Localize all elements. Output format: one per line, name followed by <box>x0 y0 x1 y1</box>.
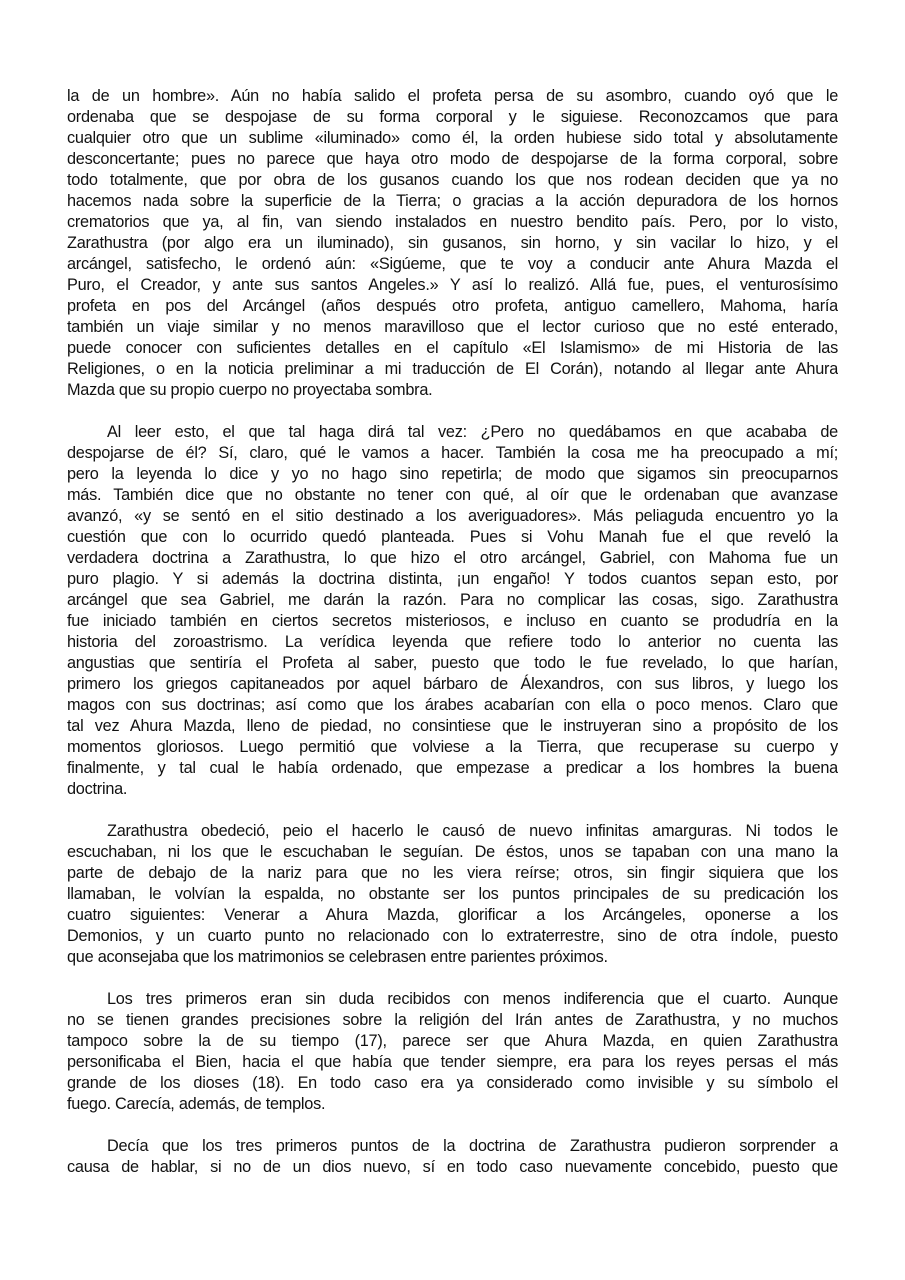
paragraph <box>67 86 838 401</box>
text-line: grande de los dioses (18). En todo caso era ya considerado como invisible y su símbolo el <box>67 1074 838 1092</box>
document-page <box>67 86 838 1199</box>
text-line: causa de hablar, si no de un dios nuevo, sí en todo caso nuevamente concebido, puesto que <box>67 1158 838 1176</box>
text-line: Al leer esto, el que tal haga dirá tal vez: ¿Pero no quedábamos en que acababa de <box>107 423 838 441</box>
text-line: profeta en pos del Arcángel (años después otro profeta, antiguo camellero, Mahoma, haría <box>67 297 838 315</box>
text-line: primero los griegos capitaneados por aquel bárbaro de Álexandros, con sus libros, y luego los <box>67 675 838 693</box>
text-line: desconcertante; pues no parece que haya otro modo de despojarse de la forma corporal, sobre <box>67 150 838 168</box>
text-line: también un viaje similar y no menos maravilloso que el lector curioso que no esté enterado, <box>67 318 838 336</box>
text-line: parte de debajo de la nariz para que no les viera reírse; otros, sin fingir siquiera que los <box>67 864 838 882</box>
paragraph <box>67 989 838 1115</box>
text-line: puede conocer con suficientes detalles en el capítulo «El Islamismo» de mi Historia de las <box>67 339 838 357</box>
text-line: Decía que los tres primeros puntos de la doctrina de Zarathustra pudieron sorprender a <box>107 1137 838 1155</box>
paragraph <box>67 422 838 800</box>
text-line: todo totalmente, que por obra de los gusanos cuando los que nos rodean deciden que ya no <box>67 171 838 189</box>
text-line: puro plagio. Y si además la doctrina distinta, ¡un engaño! Y todos cuantos sepan esto, por <box>67 570 838 588</box>
text-line: verdadera doctrina a Zarathustra, lo que hizo el otro arcángel, Gabriel, con Mahoma fue un <box>67 549 838 567</box>
text-line: Religiones, o en la noticia preliminar a mi traducción de El Corán), notando al llegar ante Ahura <box>67 360 838 378</box>
text-line: fue iniciado también en ciertos secretos misteriosos, e incluso en cuanto se produdría en la <box>67 612 838 630</box>
text-line: que aconsejaba que los matrimonios se celebrasen entre parientes próximos. <box>67 948 608 966</box>
text-line: no se tienen grandes precisiones sobre la religión del Irán antes de Zarathustra, y no muchos <box>67 1011 838 1029</box>
text-line: Zarathustra obedeció, peio el hacerlo le causó de nuevo infinitas amarguras. Ni todos le <box>107 822 838 840</box>
text-line: Mazda que su propio cuerpo no proyectaba sombra. <box>67 381 433 399</box>
text-line: Puro, el Creador, y ante sus santos Angeles.» Y así lo realizó. Allá fue, pues, el venturosísimo <box>67 276 838 294</box>
text-line: escuchaban, ni los que le escuchaban le seguían. De éstos, unos se tapaban con una mano la <box>67 843 838 861</box>
text-line: pero la leyenda lo dice y yo no hago sino repetirla; de modo que sigamos sin preocuparnos <box>67 465 838 483</box>
text-line: arcángel, satisfecho, le ordenó aún: «Sigúeme, que te voy a conducir ante Ahura Mazda el <box>67 255 838 273</box>
text-line: cuestión que con lo ocurrido quedó planteada. Pues si Vohu Manah fue el que reveló la <box>67 528 838 546</box>
text-line: cualquier otro que un sublime «iluminado» como él, la orden hubiese sido total y absolutamente <box>67 129 838 147</box>
text-line: angustias que sentiría el Profeta al saber, puesto que todo le fue revelado, lo que harían, <box>67 654 838 672</box>
text-line: despojarse de él? Sí, claro, qué le vamos a hacer. También la cosa me ha preocupado a mí; <box>67 444 838 462</box>
text-line: crematorios que ya, al fin, van siendo instalados en nuestro bendito país. Pero, por lo visto, <box>67 213 838 231</box>
text-line: momentos gloriosos. Luego permitió que volviese a la Tierra, que recuperase su cuerpo y <box>67 738 838 756</box>
text-line: personificaba el Bien, hacia el que había que tender siempre, era para los reyes persas el más <box>67 1053 838 1071</box>
text-line: Zarathustra (por algo era un iluminado), sin gusanos, sin horno, y sin vacilar lo hizo, y el <box>67 234 838 252</box>
text-line: hacemos nada sobre la superficie de la Tierra; o gracias a la acción depuradora de los hornos <box>67 192 838 210</box>
text-line: tal vez Ahura Mazda, lleno de piedad, no consintiese que le instruyeran sino a propósito de los <box>67 717 838 735</box>
text-line: Los tres primeros eran sin duda recibidos con menos indiferencia que el cuarto. Aunque <box>107 990 838 1008</box>
text-line: finalmente, y tal cual le había ordenado, que empezase a predicar a los hombres la buena <box>67 759 838 777</box>
paragraph <box>67 821 838 968</box>
text-line: doctrina. <box>67 780 128 798</box>
text-line: llamaban, le volvían la espalda, no obstante ser los puntos principales de su predicación los <box>67 885 838 903</box>
text-line: tampoco sobre la de su tiempo (17), parece ser que Ahura Mazda, en quien Zarathustra <box>67 1032 838 1050</box>
text-line: Demonios, y un cuarto punto no relacionado con lo extraterrestre, sino de otra índole, puesto <box>67 927 838 945</box>
text-line: arcángel que sea Gabriel, me darán la razón. Para no complicar las cosas, sigo. Zarathustra <box>67 591 838 609</box>
text-line: fuego. Carecía, además, de templos. <box>67 1095 326 1113</box>
text-line: avanzó, «y se sentó en el sitio destinado a los averiguadores». Más peliaguda encuentro yo la <box>67 507 838 525</box>
paragraph <box>67 1136 838 1178</box>
text-line: la de un hombre». Aún no había salido el profeta persa de su asombro, cuando oyó que le <box>67 87 838 105</box>
text-line: cuatro siguientes: Venerar a Ahura Mazda, glorificar a los Arcángeles, oponerse a los <box>67 906 838 924</box>
text-line: ordenaba que se despojase de su forma corporal y le siguiese. Reconozcamos que para <box>67 108 838 126</box>
text-line: historia del zoroastrismo. La verídica leyenda que refiere todo lo anterior no cuenta las <box>67 633 838 651</box>
text-line: más. También dice que no obstante no tener con qué, al oír que le ordenaban que avanzase <box>67 486 838 504</box>
text-line: magos con sus doctrinas; así como que los árabes acabarían con ella o poco menos. Claro que <box>67 696 838 714</box>
